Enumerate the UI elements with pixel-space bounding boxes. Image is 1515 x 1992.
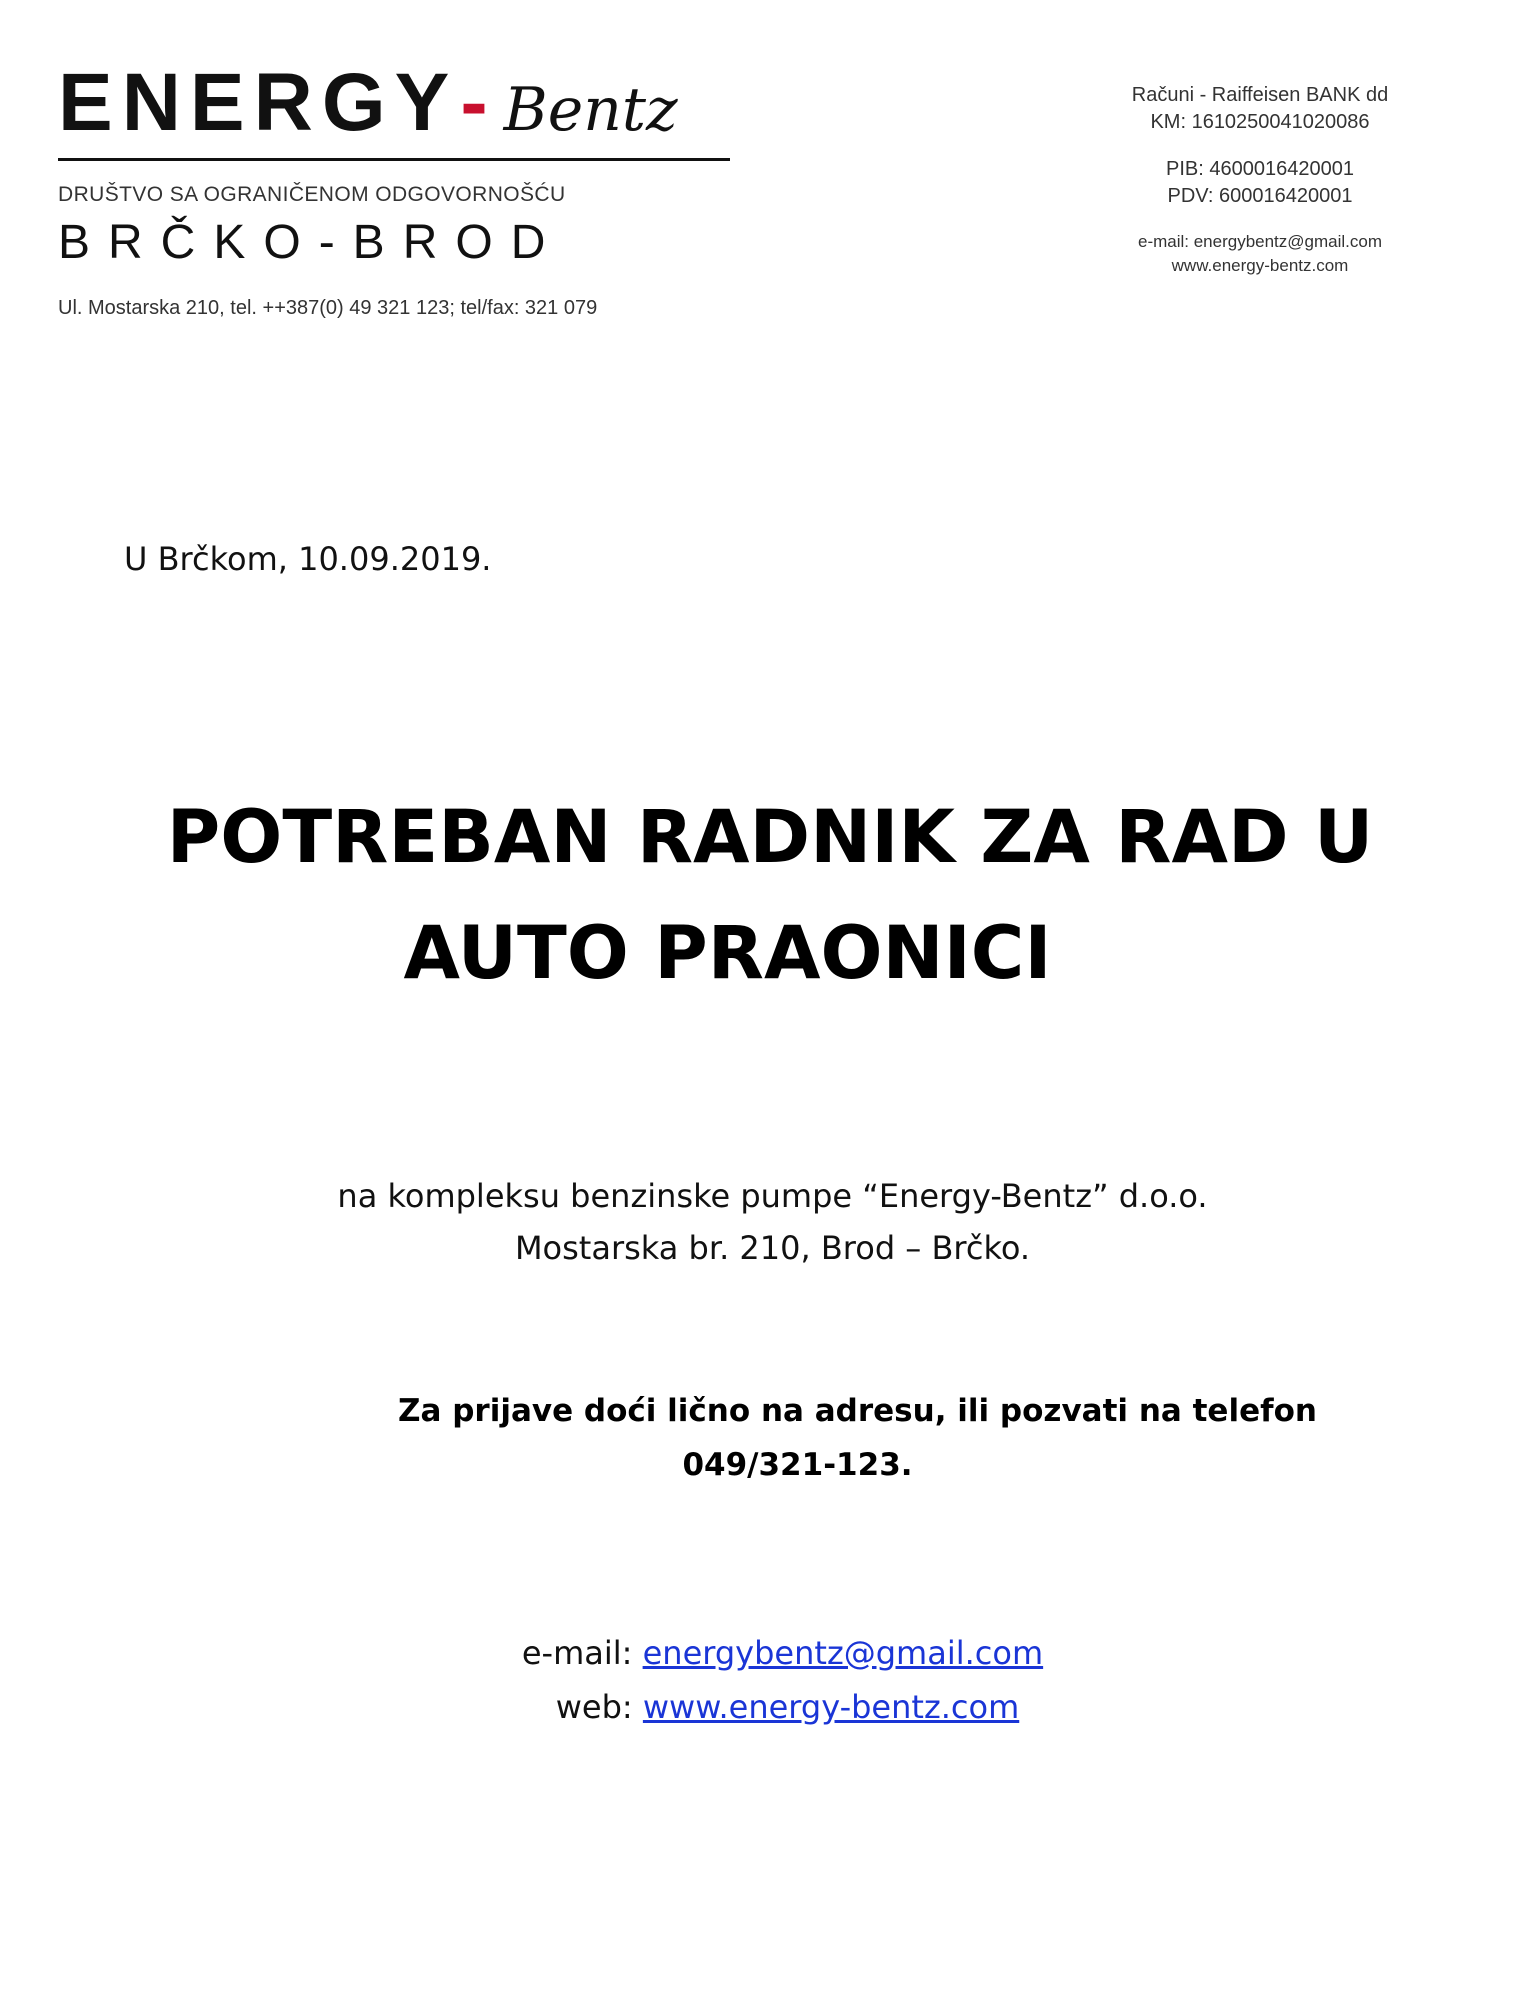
apply-phone: 049/321-123. [682,1447,913,1483]
title-line-2: AUTO PRAONICI [403,911,1052,996]
email-label: e-mail: [521,1634,633,1672]
letterhead-right [1060,82,1460,278]
company-type: DRUŠTVO SA OGRANIČENOM ODGOVORNOŠĆU [58,183,566,206]
logo-dash: - [460,57,488,148]
email-link[interactable]: energybentz@gmail.com [642,1634,1044,1672]
bank-account: KM: 1610250041020086 [1150,111,1370,133]
company-address: Ul. Mostarska 210, tel. ++387(0) 49 321 123; tel/fax: 321 079 [58,297,598,319]
contact-block [0,1626,1515,1734]
application-instructions [0,1384,1515,1492]
company-logo [58,57,738,148]
location-line-2: Mostarska br. 210, Brod – Brčko. [514,1229,1031,1267]
pdv-number: PDV: 600016420001 [1167,185,1353,207]
web-label: web: [555,1688,633,1726]
web-row [60,1680,1515,1734]
letterhead-web: www.energy-bentz.com [1171,256,1349,275]
page-title [0,780,1515,1012]
pib-number: PIB: 4600016420001 [1166,158,1354,180]
logo-underline-divider [58,158,730,161]
bank-info: Računi - Raiffeisen BANK dd [1131,84,1389,106]
logo-wordmark: ENERGY [58,57,459,148]
location-line-1: na kompleksu benzinske pumpe “Energy-Bentz” d.o.o. [337,1177,1208,1215]
apply-line-1: Za prijave doći lično na adresu, ili pozvati na telefon [398,1393,1317,1429]
letterhead-left [58,57,738,320]
job-location [0,1170,1515,1274]
company-city: BRČKO-BROD [58,216,564,269]
document-date: U Brčkom, 10.09.2019. [124,540,492,578]
letterhead-email: e-mail: energybentz@gmail.com [1137,232,1383,251]
web-link[interactable]: www.energy-bentz.com [642,1688,1020,1726]
title-line-1: POTREBAN RADNIK ZA RAD U [166,795,1374,880]
logo-script: Bentz [503,75,678,145]
email-row [50,1626,1515,1680]
